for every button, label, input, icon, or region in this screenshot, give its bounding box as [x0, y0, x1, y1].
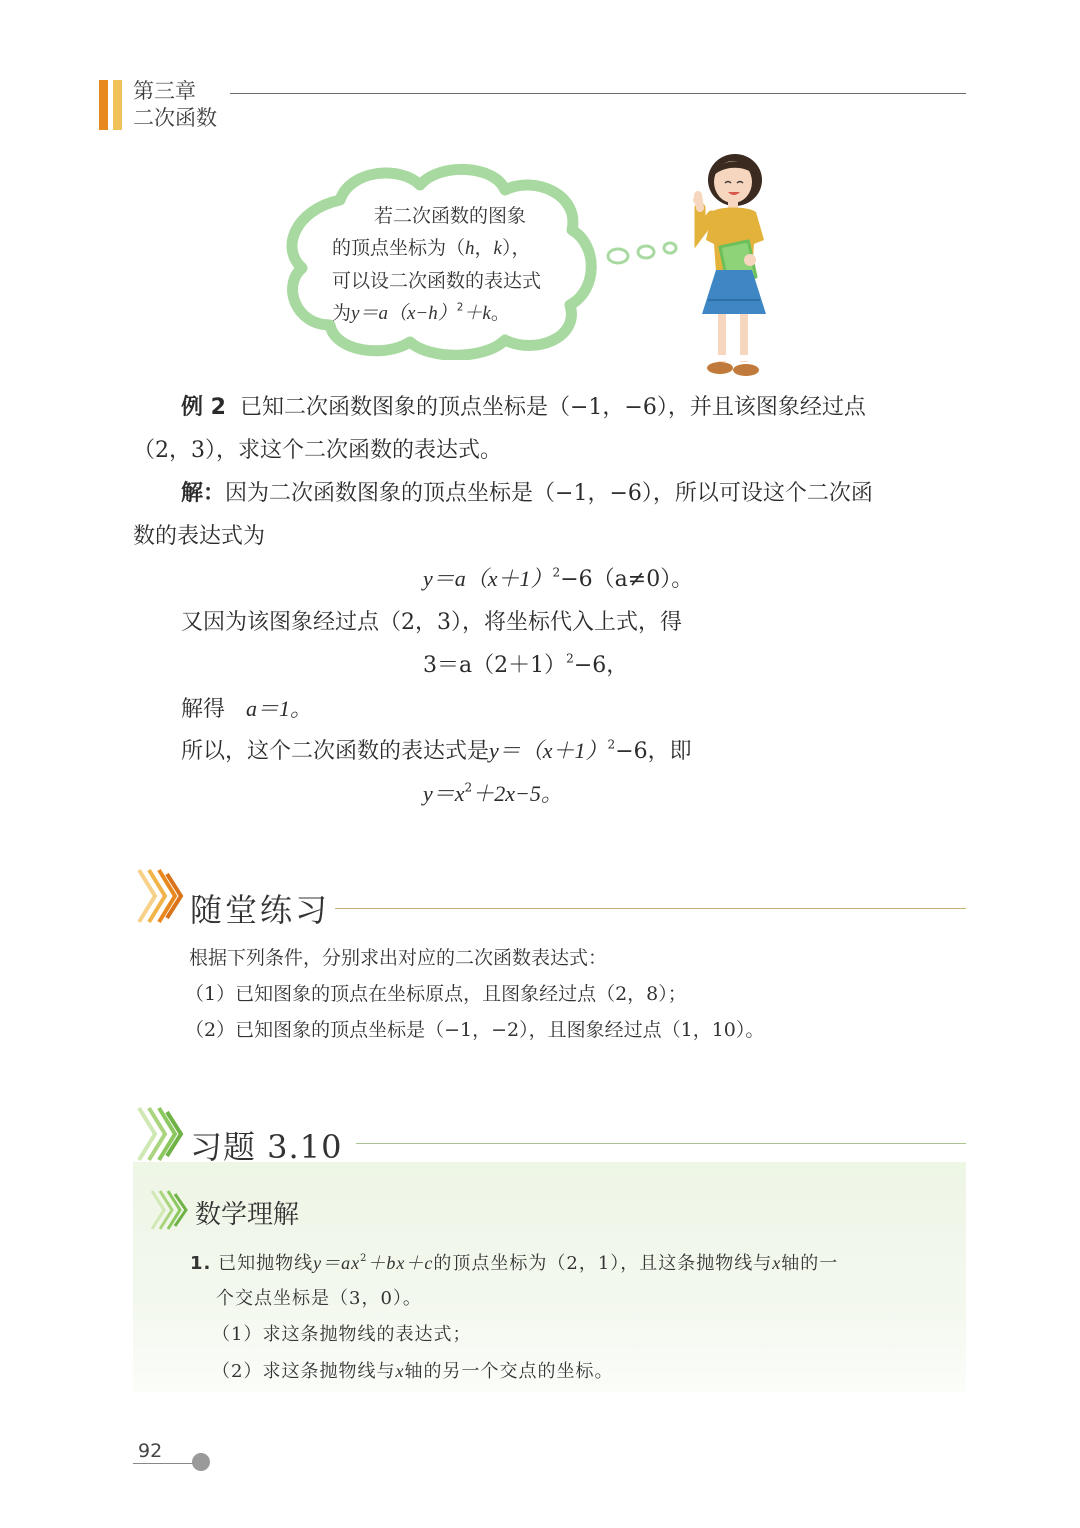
practice-rule: [335, 908, 966, 909]
solution-line-3: 又因为该图象经过点（2，3），将坐标代入上式，得: [181, 610, 682, 635]
practice-intro: 根据下列条件，分别求出对应的二次函数表达式：: [189, 947, 608, 969]
bubble-text: [332, 200, 572, 330]
header-rule: [230, 93, 966, 94]
solution-line-2: 数的表达式为: [133, 524, 266, 549]
page-dot-icon: [192, 1453, 210, 1471]
header-bar-yellow: [113, 80, 122, 130]
page-number-rule: [133, 1463, 201, 1464]
equation-2: $3=a(2+1)^2-6$，: [423, 651, 629, 678]
question-1-line-1: 1. 已知抛物线$y=ax^2+bx+c$的顶点坐标为（2，1），且这条抛物线与x轴的一: [190, 1253, 839, 1274]
equation-3: $y=x^2+2x-5$。: [423, 780, 563, 806]
green-chevron-icon: [133, 1104, 185, 1164]
exercise-subtitle: 数学理解: [195, 1200, 300, 1230]
practice-item-2: （2）已知图象的顶点坐标是（−1，−2），且图象经过点（1，10）。: [185, 1019, 765, 1041]
solve-line: 解得 a＝1。: [181, 696, 313, 722]
header-bar-orange: [99, 80, 108, 130]
solution-line-1: 解：因为二次函数图象的顶点坐标是（−1，−6），所以可设这个二次函: [181, 481, 873, 506]
exercise-title: 习题 3.10: [190, 1128, 343, 1166]
question-1-sub-1: （1）求这条抛物线的表达式；: [212, 1324, 472, 1345]
question-number: 1.: [190, 1253, 212, 1274]
chapter-number: 第三章: [133, 79, 196, 103]
bubble-line-2: 的顶点坐标为（h，k），: [332, 237, 531, 259]
practice-title: 随堂练习: [190, 891, 331, 929]
chapter-title: 二次函数: [133, 106, 217, 130]
example-line-2: （2，3），求这个二次函数的表达式。: [133, 438, 502, 463]
equation-1: $y=a(x+1)^2-6(a\ne 0)$。: [423, 565, 694, 592]
bubble-line-4: 为$y=a(x-h)^2+k$。: [332, 301, 510, 324]
practice-item-1: （1）已知图象的顶点在坐标原点，且图象经过点（2，8）；: [185, 983, 687, 1005]
question-1-line-2: 个交点坐标是（3，0）。: [216, 1288, 422, 1309]
girl-illustration-icon: [678, 150, 788, 385]
thought-dots-icon: [602, 238, 682, 268]
bubble-line-1: 若二次函数的图象: [374, 205, 527, 227]
solution-label: 解：: [181, 481, 226, 506]
orange-chevron-icon: [133, 866, 185, 926]
example-label: 例 2: [181, 395, 226, 420]
conclusion-line: 所以，这个二次函数的表达式是$y=(x+1)^2-6$，即: [181, 737, 692, 764]
small-green-chevron-icon: [148, 1188, 190, 1232]
exercise-rule: [356, 1143, 966, 1144]
bubble-line-3: 可以设二次函数的表达式: [332, 270, 542, 292]
question-1-sub-2: （2）求这条抛物线与x轴的另一个交点的坐标。: [212, 1361, 614, 1382]
example-line-1: 例 2 已知二次函数图象的顶点坐标是（−1，−6），并且该图象经过点: [181, 395, 866, 420]
page-number: 92: [138, 1440, 163, 1462]
chapter-header: [133, 78, 217, 132]
